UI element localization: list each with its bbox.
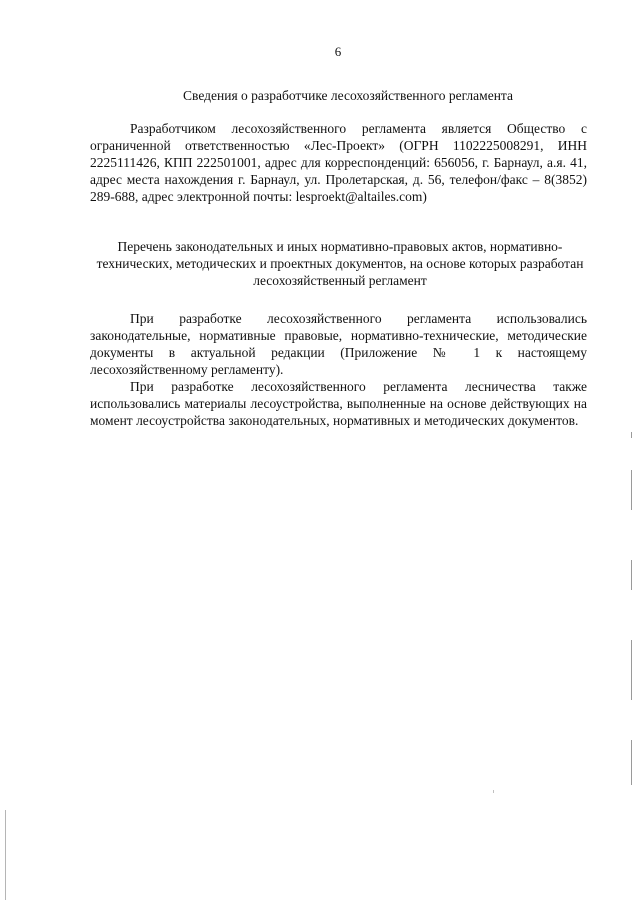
normative-heading: Перечень законодательных и иных нормативно-правовых актов, нормативно-технических, методических и проектных документов, на основе которых разработан лесохозяйственный регламент [96,239,584,288]
scan-artifact [631,740,632,785]
scan-artifact [493,790,494,793]
scan-artifact [5,810,6,900]
scan-artifact [631,432,632,438]
developer-heading: Сведения о разработчике лесохозяйственного регламента [183,88,513,103]
scan-artifact [631,640,632,700]
normative-section [90,310,587,429]
normative-paragraph-2: При разработке лесохозяйственного регламента лесничества также использовались материалы лесоустройства, выполненные на основе действующих на момент лесоустройства законодательных, нормативных и методических документов. [90,379,587,428]
scan-artifact [631,560,632,590]
developer-paragraph: Разработчиком лесохозяйственного регламента является Общество с ограниченной ответственностью «Лес-Проект» (ОГРН 1102225008291, ИНН 2225111426, КПП 222501001, адрес для корреспонденций: 656056, г. Барнаул, а.я. 41, адрес места нахождения г. Барнаул, ул. Пролетарская, д. 56, телефон/факс – 8(3852) 289-688, адрес электронной почты: lesproekt@altailes.com) [90,121,587,204]
scan-artifact [631,470,632,510]
page-number: 6 [334,44,342,59]
normative-paragraph-1: При разработке лесохозяйственного регламента использовались законодательные, нормативные правовые, нормативно-технические, методические документы в актуальной редакции (Приложение № 1 к настоящему лесохозяйственному регламенту). [90,311,587,377]
developer-section [90,120,587,205]
